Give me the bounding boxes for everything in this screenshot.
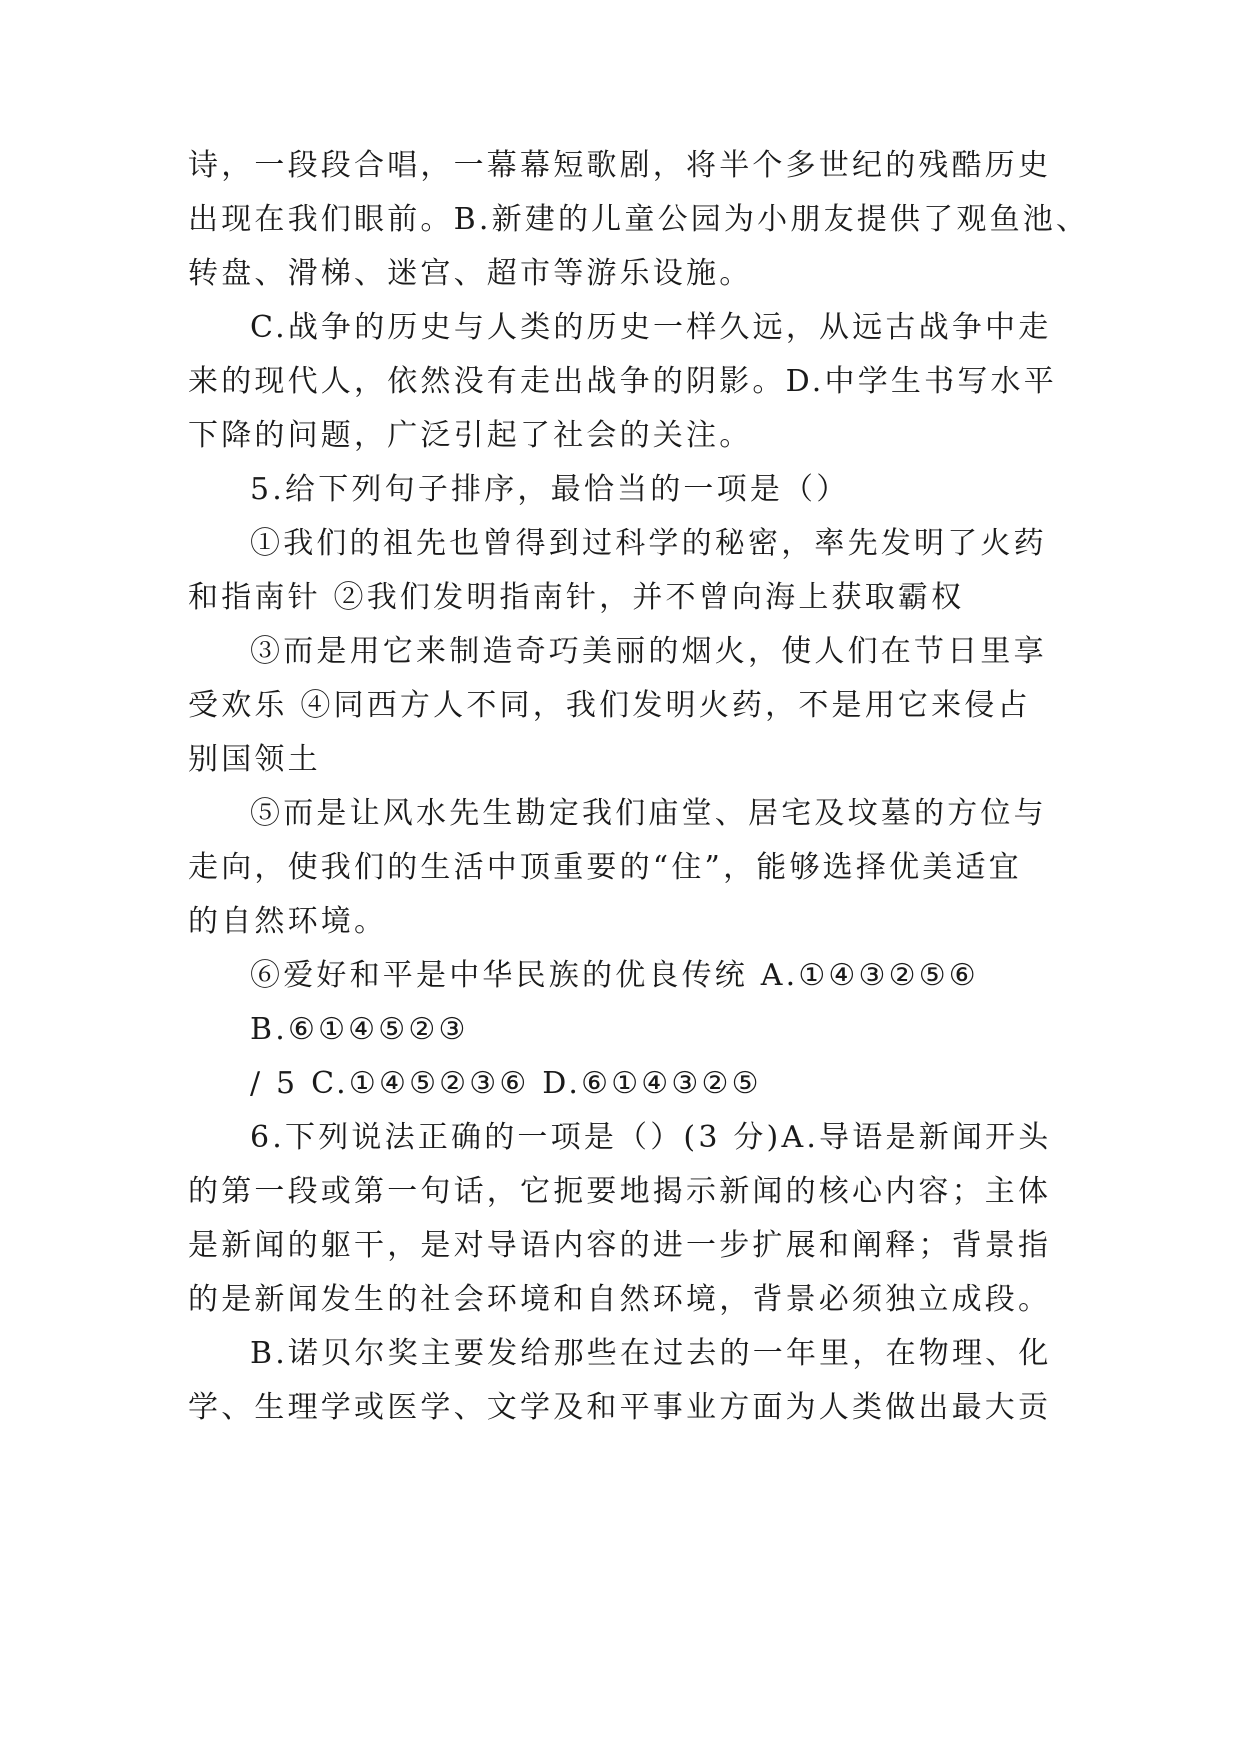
question-6-title: 6.下列说法正确的一项是（）(3 分)A.导语是新闻开头 <box>250 1120 1052 1155</box>
question-5-title: 5.给下列句子排序，最恰当的一项是（） <box>250 472 850 507</box>
text-line: 的自然环境。 <box>188 904 388 939</box>
text-line: 走向，使我们的生活中顶重要的“住”，能够选择优美适宜 <box>188 850 1022 885</box>
text-line: 别国领土 <box>188 742 321 777</box>
text-line: ⑥爱好和平是中华民族的优良传统 A.①④③②⑤⑥ <box>250 958 979 993</box>
text-line: 受欢乐 ④同西方人不同，我们发明火药，不是用它来侵占 <box>188 688 1031 723</box>
answer-option-b: B.⑥①④⑤②③ <box>250 1012 469 1047</box>
text-line: 来的现代人，依然没有走出战争的阴影。D.中学生书写水平 <box>188 364 1057 399</box>
text-line: 诗，一段段合唱，一幕幕短歌剧，将半个多世纪的残酷历史 <box>188 148 1052 183</box>
text-line: 下降的问题，广泛引起了社会的关注。 <box>188 418 753 453</box>
text-line: B.诺贝尔奖主要发给那些在过去的一年里，在物理、化 <box>250 1336 1052 1371</box>
text-line: 学、生理学或医学、文学及和平事业方面为人类做出最大贡 <box>188 1390 1052 1425</box>
answer-options-cd: / 5 C.①④⑤②③⑥ D.⑥①④③②⑤ <box>250 1066 762 1101</box>
text-line: 和指南针 ②我们发明指南针，并不曾向海上获取霸权 <box>188 580 965 615</box>
text-line: 是新闻的躯干，是对导语内容的进一步扩展和阐释；背景指 <box>188 1228 1052 1263</box>
text-line: ③而是用它来制造奇巧美丽的烟火，使人们在节日里享 <box>250 634 1047 669</box>
text-line: 的是新闻发生的社会环境和自然环境，背景必须独立成段。 <box>188 1282 1052 1317</box>
text-line: 的第一段或第一句话，它扼要地揭示新闻的核心内容；主体 <box>188 1174 1052 1209</box>
text-line: ⑤而是让风水先生勘定我们庙堂、居宅及坟墓的方位与 <box>250 796 1047 831</box>
text-line: 转盘、滑梯、迷宫、超市等游乐设施。 <box>188 256 753 291</box>
text-line: ①我们的祖先也曾得到过科学的秘密，率先发明了火药 <box>250 526 1047 561</box>
text-line: C.战争的历史与人类的历史一样久远，从远古战争中走 <box>250 310 1052 345</box>
text-line: 出现在我们眼前。B.新建的儿童公园为小朋友提供了观鱼池、 <box>188 202 1090 237</box>
